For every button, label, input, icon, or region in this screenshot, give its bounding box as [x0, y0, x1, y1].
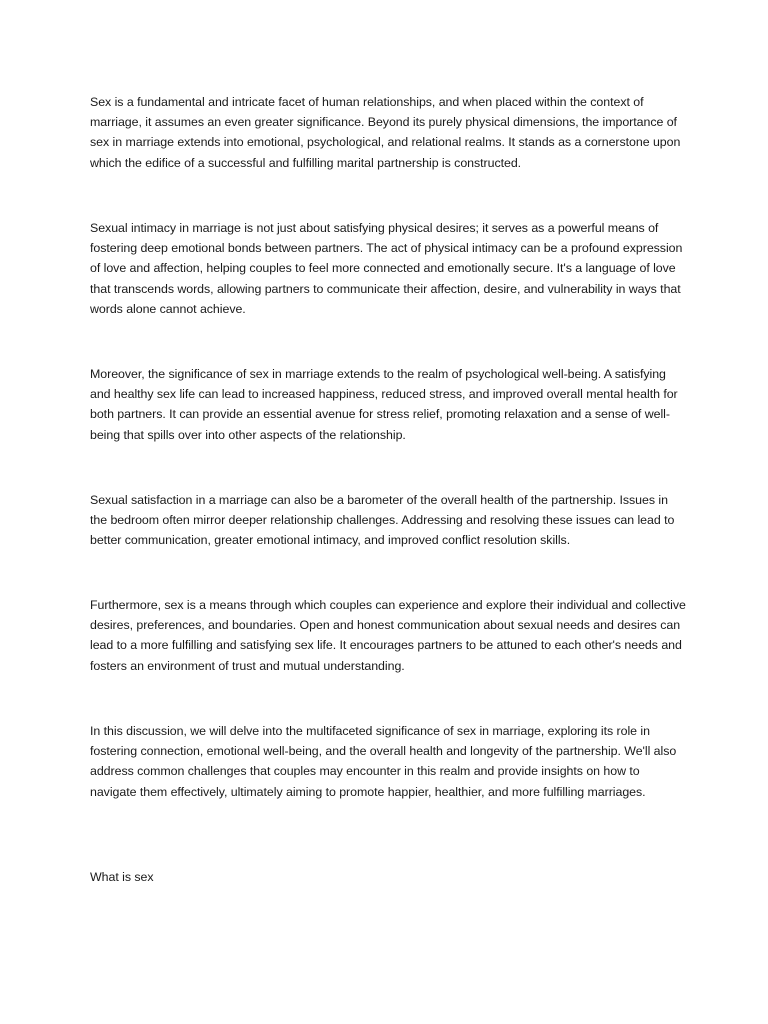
section-heading-what-is-sex: What is sex: [90, 870, 154, 884]
paragraph-discussion-overview: In this discussion, we will delve into the multifaceted significance of sex in marriage, exploring its role in fostering connection, emotional well-being, and the overall health and longevity of the partnership. We'll also address common challenges that couples may encounter in this realm and provide insights on how to navigate them effectively, ultimately aiming to promote happier, healthier, and more fulfilling marriages.: [90, 724, 677, 799]
paragraph-intro: Sex is a fundamental and intricate facet of human relationships, and when placed within the context of marriage, it assumes an even greater significance. Beyond its purely physical dimensions, the importance of sex in marriage extends into emotional, psychological, and relational realms. It stands as a cornerstone upon which the edifice of a successful and fulfilling marital partnership is constructed.: [90, 95, 681, 170]
paragraph-desires-boundaries: Furthermore, sex is a means through which couples can experience and explore their individual and collective desires, preferences, and boundaries. Open and honest communication about sexual needs and desires can lead to a more fulfilling and satisfying sex life. It encourages partners to be attuned to each other's needs and fosters an environment of trust and mutual understanding.: [90, 598, 686, 673]
paragraph-psychological-wellbeing: Moreover, the significance of sex in marriage extends to the realm of psychological well-being. A satisfying and healthy sex life can lead to increased happiness, reduced stress, and improved overall mental health for both partners. It can provide an essential avenue for stress relief, promoting relaxation and a sense of well-being that spills over into other aspects of the relationship.: [90, 367, 678, 442]
paragraph-sexual-satisfaction: Sexual satisfaction in a marriage can also be a barometer of the overall health of the partnership. Issues in the bedroom often mirror deeper relationship challenges. Addressing and resolving these issues can lead to better communication, greater emotional intimacy, and improved conflict resolution skills.: [90, 493, 675, 548]
paragraph-sexual-intimacy: Sexual intimacy in marriage is not just about satisfying physical desires; it serves as a powerful means of fostering deep emotional bonds between partners. The act of physical intimacy can be a profound expression of love and affection, helping couples to feel more connected and emotionally secure. It's a language of love that transcends words, allowing partners to communicate their affection, desire, and vulnerability in ways that words alone cannot achieve.: [90, 221, 683, 316]
